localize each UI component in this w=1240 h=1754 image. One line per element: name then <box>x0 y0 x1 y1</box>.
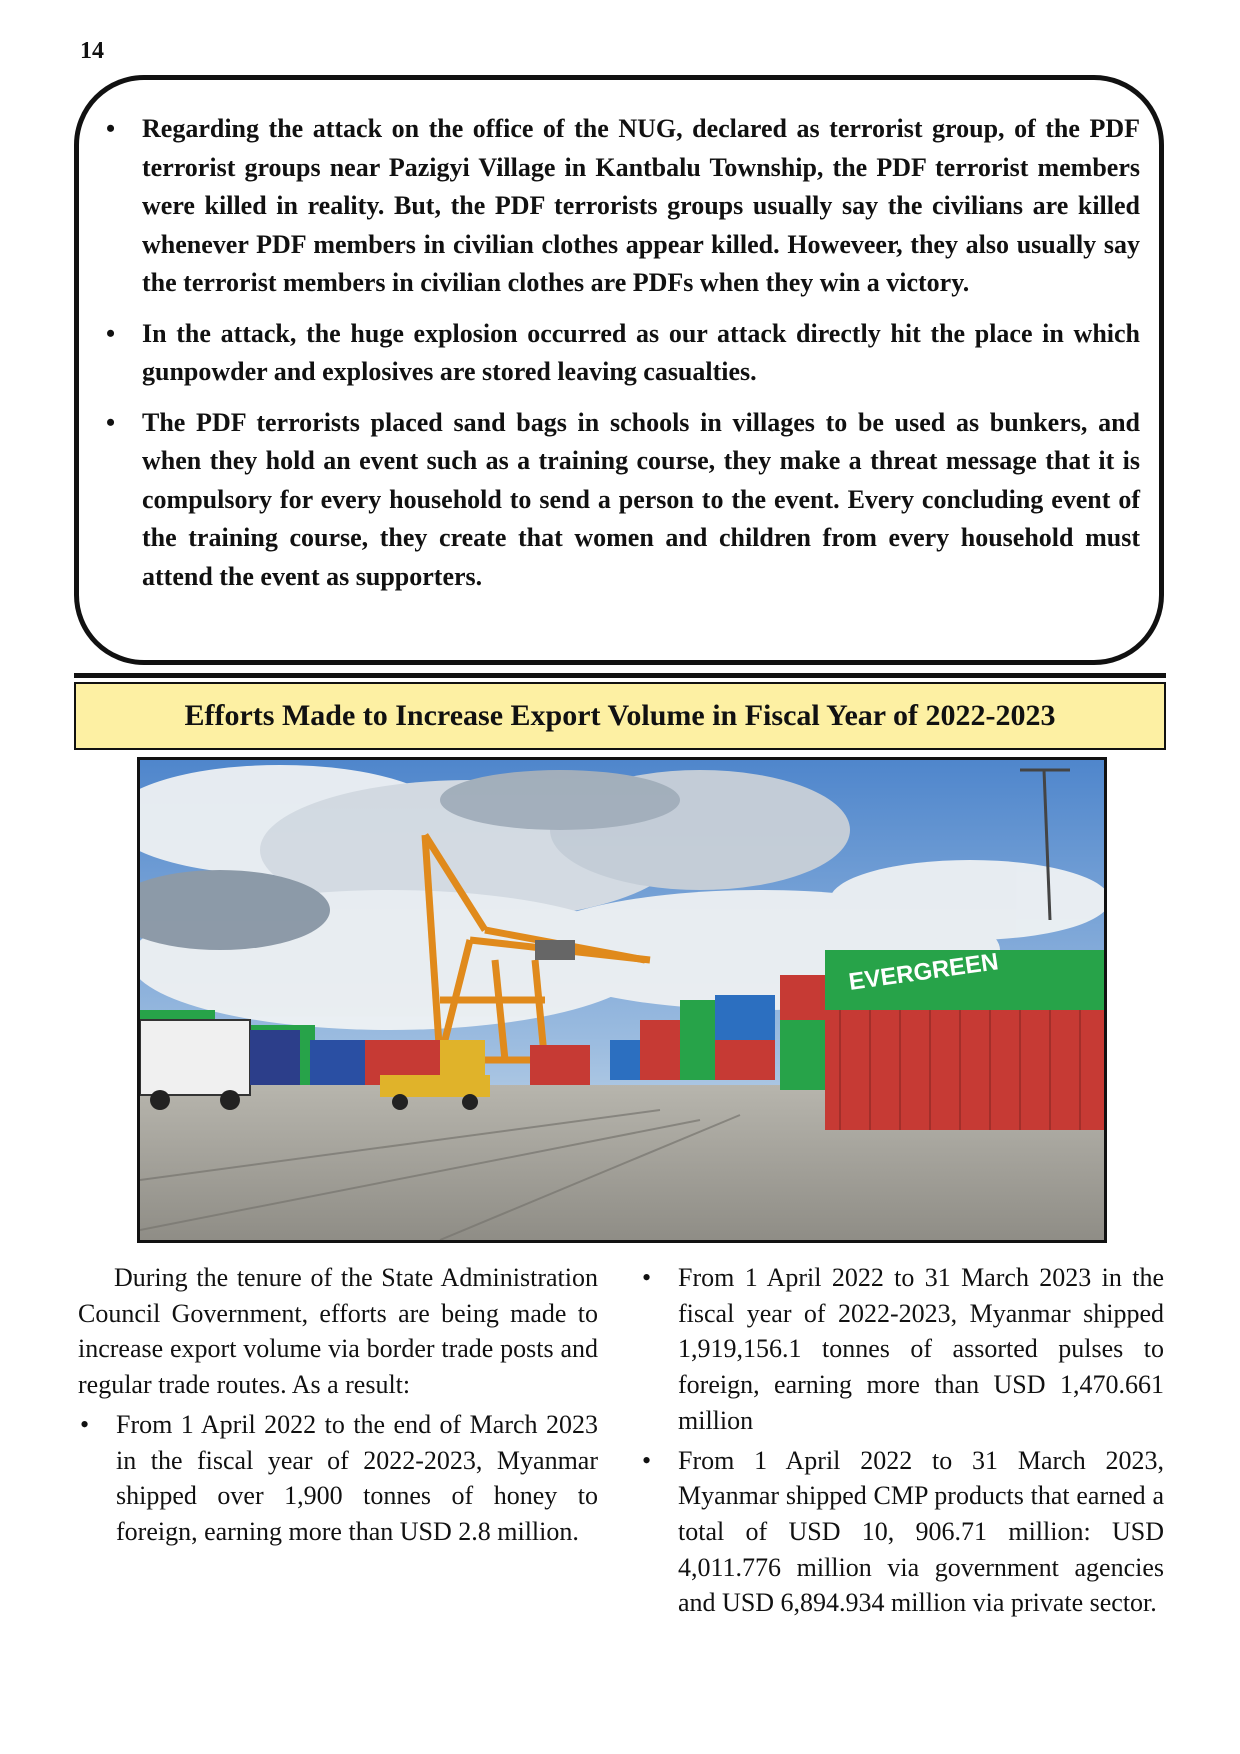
section-heading: Efforts Made to Increase Export Volume in Fiscal Year of 2022-2023 <box>74 682 1166 750</box>
honey-export-bullet: • From 1 April 2022 to the end of March 2023 in the fiscal year of 2022-2023, Myanmar shipped over 1,900 tonnes of honey to foreign, earning more than USD 2.8 million. <box>78 1407 598 1550</box>
evergreen-logo: EVERGREEN <box>847 948 1001 996</box>
left-bullet-list <box>78 1407 598 1550</box>
right-column <box>640 1260 1164 1625</box>
intro-paragraph: During the tenure of the State Administration Council Government, efforts are being made to increase export volume via border trade posts and regular trade routes. As a result: <box>78 1263 598 1400</box>
highlight-bullet-list <box>142 110 1140 608</box>
right-bullet-list <box>640 1260 1164 1621</box>
section-divider <box>74 673 1166 678</box>
pulses-export-bullet: • From 1 April 2022 to 31 March 2023 in the fiscal year of 2022-2023, Myanmar shipped 1,919,156.1 tonnes of assorted pulses to foreign, earning more than USD 1,470.661 million <box>640 1260 1164 1439</box>
highlight-bullet-2: • In the attack, the huge explosion occurred as our attack directly hit the place in which gunpowder and explosives are stored leaving casualties. <box>142 315 1140 392</box>
crane-trolley <box>535 940 575 960</box>
port-container-photo <box>137 757 1107 1243</box>
page-number: 14 <box>80 38 104 64</box>
cmp-export-bullet: • From 1 April 2022 to 31 March 2023, Myanmar shipped CMP products that earned a total of USD 10, 906.71 million: USD 4,011.776 million via government agencies and USD 6,894.934 million via private sector. <box>640 1443 1164 1622</box>
highlight-bullet-3: • The PDF terrorists placed sand bags in schools in villages to be used as bunkers, and when they hold an event such as a training course, they make a threat message that it is compulsory for every household to send a person to the event. Every concluding event of the training course, they create that women and children from every household must attend the event as supporters. <box>142 404 1140 597</box>
left-column <box>78 1260 598 1554</box>
highlight-bullet-1: • Regarding the attack on the office of the NUG, declared as terrorist group, of the PDF terrorist groups near Pazigyi Village in Kantbalu Township, the PDF terrorist members were killed in reality. But, the PDF terrorists groups usually say the civilians are killed whenever PDF members in civilian clothes appear killed. Howeveer, they also usually say the terrorist members in civilian clothes are PDFs when they win a victory. <box>142 110 1140 303</box>
